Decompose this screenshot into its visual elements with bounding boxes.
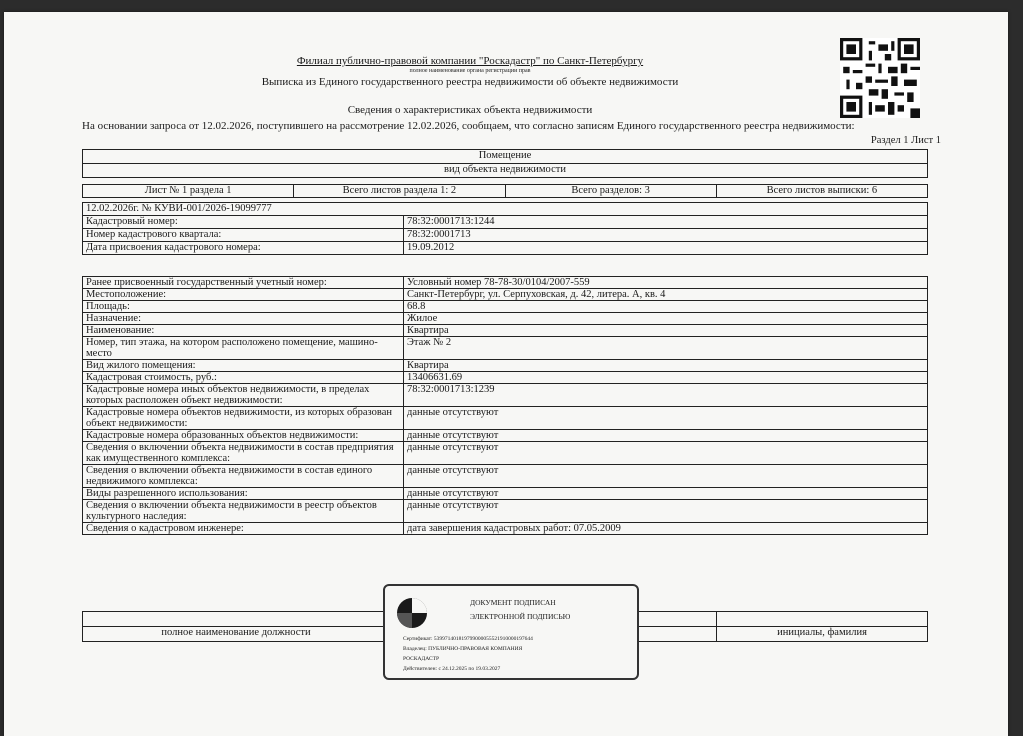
detail-key: Вид жилого помещения: — [83, 360, 404, 372]
detail-value: Квартира — [404, 325, 928, 337]
sheet-number: Лист № 1 раздела 1 — [83, 185, 294, 198]
detail-key: Ранее присвоенный государственный учетный номер: — [83, 277, 404, 289]
table-row — [83, 337, 928, 360]
ident-value: 78:32:0001713:1244 — [404, 216, 928, 229]
total-sheets-section: Всего листов раздела 1: 2 — [294, 185, 505, 198]
detail-key: Кадастровая стоимость, руб.: — [83, 372, 404, 384]
detail-value: Этаж № 2 — [404, 337, 928, 360]
detail-key: Сведения о включении объекта недвижимости в реестр объектов культурного наследия: — [83, 500, 404, 523]
table-row — [83, 325, 928, 337]
detail-value: Жилое — [404, 313, 928, 325]
detail-key: Виды разрешенного использования: — [83, 488, 404, 500]
detail-key: Кадастровые номера образованных объектов недвижимости: — [83, 430, 404, 442]
detail-value: данные отсутствуют — [404, 488, 928, 500]
detail-value: данные отсутствуют — [404, 442, 928, 465]
ident-value: 78:32:0001713 — [404, 229, 928, 242]
table-row — [83, 500, 928, 523]
table-row — [83, 523, 928, 535]
e-signature-stamp — [383, 584, 639, 680]
ident-key: Номер кадастрового квартала: — [83, 229, 404, 242]
detail-key: Назначение: — [83, 313, 404, 325]
detail-value: Санкт-Петербург, ул. Серпуховская, д. 42, литера. А, кв. 4 — [404, 289, 928, 301]
detail-key: Наименование: — [83, 325, 404, 337]
table-row — [83, 301, 928, 313]
detail-key: Местоположение: — [83, 289, 404, 301]
table-row — [83, 407, 928, 430]
org-name: Филиал публично-правовой компании "Роскадастр" по Санкт-Петербургу — [296, 55, 644, 67]
table-row — [83, 384, 928, 407]
detail-key: Номер, тип этажа, на котором расположено помещение, машино-место — [83, 337, 404, 360]
detail-value: данные отсутствуют — [404, 465, 928, 488]
request-basis: На основании запроса от 12.02.2026, поступившего на рассмотрение 12.02.2026, сообщаем, что согласно записям Единого государственного реестра недвижимости: — [82, 120, 855, 132]
table-row — [83, 277, 928, 289]
detail-value: Квартира — [404, 360, 928, 372]
stamp-title: ДОКУМЕНТ ПОДПИСАН — [470, 598, 556, 607]
table-row — [83, 488, 928, 500]
org-name-caption: полное наименование органа регистрации прав — [409, 68, 531, 74]
table-row — [83, 289, 928, 301]
details-table — [82, 276, 928, 535]
total-sections: Всего разделов: 3 — [505, 185, 716, 198]
sheets-table — [82, 184, 928, 198]
detail-value: данные отсутствуют — [404, 500, 928, 523]
detail-value: данные отсутствуют — [404, 430, 928, 442]
detail-key: Сведения о кадастровом инженере: — [83, 523, 404, 535]
object-type: Помещение — [83, 150, 928, 164]
table-row — [83, 465, 928, 488]
table-row — [83, 360, 928, 372]
detail-key: Площадь: — [83, 301, 404, 313]
detail-value: Условный номер 78-78-30/0104/2007-559 — [404, 277, 928, 289]
identification-table — [82, 202, 928, 255]
detail-key: Кадастровые номера объектов недвижимости, из которых образован объект недвижимости: — [83, 407, 404, 430]
qr-code — [840, 38, 920, 118]
stamp-subtitle: ЭЛЕКТРОННОЙ ПОДПИСЬЮ — [470, 612, 571, 621]
detail-value: 68.8 — [404, 301, 928, 313]
detail-value: дата завершения кадастровых работ: 07.05.2009 — [404, 523, 928, 535]
ident-key: Дата присвоения кадастрового номера: — [83, 242, 404, 255]
ident-value: 19.09.2012 — [404, 242, 928, 255]
total-sheets-extract: Всего листов выписки: 6 — [716, 185, 927, 198]
detail-key: Кадастровые номера иных объектов недвижимости, в пределах которых расположен объект недвижимости: — [83, 384, 404, 407]
detail-value: 13406631.69 — [404, 372, 928, 384]
name-caption: инициалы, фамилия — [717, 627, 928, 642]
detail-key: Сведения о включении объекта недвижимости в состав единого недвижимого комплекса: — [83, 465, 404, 488]
document-title: Выписка из Единого государственного реестра недвижимости об объекте недвижимости — [261, 76, 679, 88]
extract-number: 12.02.2026г. № КУВИ-001/2026-19099777 — [83, 203, 928, 216]
stamp-owner: Владелец: ПУБЛИЧНО-ПРАВОВАЯ КОМПАНИЯ — [403, 646, 523, 652]
section-title: Сведения о характеристиках объекта недвижимости — [347, 104, 593, 116]
detail-key: Сведения о включении объекта недвижимости в состав предприятия как имущественного комплекса: — [83, 442, 404, 465]
object-type-caption: вид объекта недвижимости — [83, 164, 928, 178]
table-row — [83, 430, 928, 442]
stamp-certificate: Сертификат: 539971401819799000055521910000197644 — [403, 636, 533, 642]
stamp-validity: Действителен: с 24.12.2025 по 19.03.2027 — [403, 666, 501, 672]
stamp-owner-name: РОСКАДАСТР — [403, 656, 440, 662]
detail-value: 78:32:0001713:1239 — [404, 384, 928, 407]
section-sheet-label: Раздел 1 Лист 1 — [870, 135, 941, 146]
stamp-emblem-icon — [395, 596, 429, 630]
object-type-table — [82, 149, 928, 178]
table-row — [83, 313, 928, 325]
detail-value: данные отсутствуют — [404, 407, 928, 430]
position-caption: полное наименование должности — [83, 627, 390, 642]
ident-key: Кадастровый номер: — [83, 216, 404, 229]
table-row — [83, 442, 928, 465]
table-row — [83, 372, 928, 384]
